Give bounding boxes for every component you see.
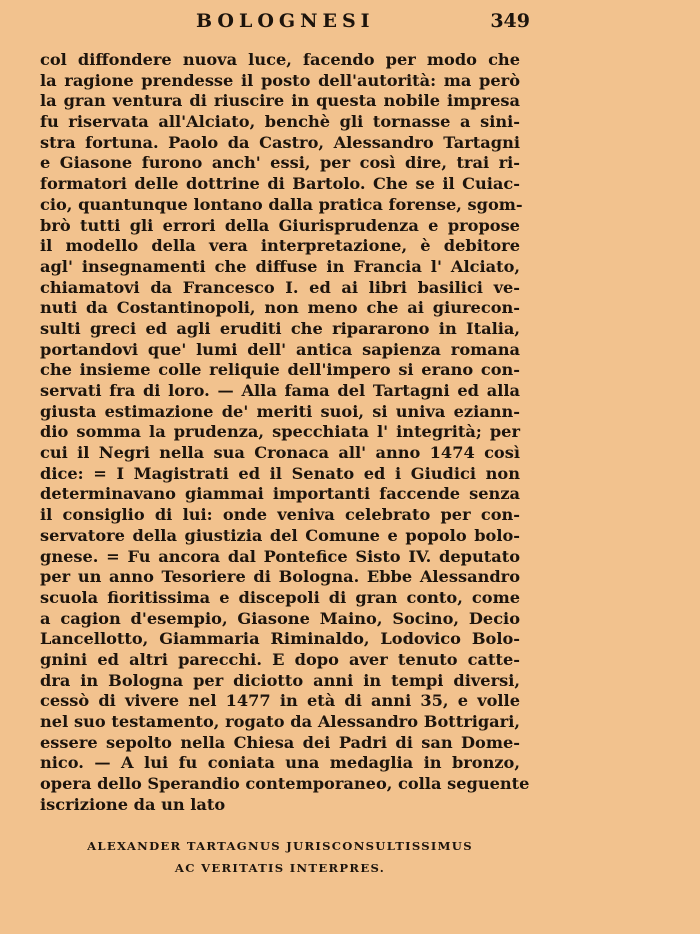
text-line: servatore della giustizia del Comune e popolo bolo-: [40, 525, 520, 545]
text-line: stra fortuna. Paolo da Castro, Alessandro Tartagni: [40, 132, 520, 152]
text-line: nuti da Costantinopoli, non meno che ai giurecon-: [40, 298, 520, 318]
text-line: dra in Bologna per diciotto anni in tempi diversi,: [40, 670, 520, 690]
text-line: determinavano giammai importanti faccende senza: [40, 484, 520, 504]
text-line: opera dello Sperandio contemporaneo, colla seguente: [40, 774, 530, 794]
text-line: iscrizione da un lato: [40, 794, 226, 814]
text-line: portandovi que' lumi dell' antica sapienza romana: [40, 339, 520, 359]
inscription-line: ALEXANDER TARTAGNUS JURISCONSULTISSIMUS: [87, 839, 473, 853]
page-number: 349: [490, 10, 530, 32]
running-title: BOLOGNESI: [196, 10, 375, 32]
text-line: scuola fioritissima e discepoli di gran conto, come: [40, 587, 520, 607]
text-line: cio, quantunque lontano dalla pratica forense, sgom-: [40, 194, 523, 214]
text-line: a cagion d'esempio, Giasone Maino, Socino, Decio: [40, 608, 520, 628]
text-line: nico. — A lui fu coniata una medaglia in bronzo,: [40, 753, 520, 773]
text-line: cessò di vivere nel 1477 in età di anni 35, e volle: [40, 691, 520, 711]
text-line: dio somma la prudenza, specchiata l' integrità; per: [40, 422, 520, 442]
text-line: cui il Negri nella sua Cronaca all' anno 1474 così: [40, 443, 520, 463]
text-line: formatori delle dottrine di Bartolo. Che se il Cuiac-: [40, 174, 520, 194]
text-line: gnini ed altri parecchi. E dopo aver tenuto catte-: [40, 649, 520, 669]
text-line: il consiglio di lui: onde veniva celebrato per con-: [40, 505, 520, 525]
text-line: la gran ventura di riuscire in questa nobile impresa: [40, 91, 520, 111]
medal-inscription: [40, 835, 520, 879]
text-line: giusta estimazione de' meriti suoi, si univa eziann-: [40, 401, 520, 421]
text-line: nel suo testamento, rogato da Alessandro Bottrigari,: [40, 712, 520, 731]
running-head: [60, 10, 530, 38]
text-line: col diffondere nuova luce, facendo per modo che: [40, 50, 520, 69]
text-line: che insieme colle reliquie dell'impero si erano con-: [40, 360, 520, 380]
text-line: gnese. = Fu ancora dal Pontefice Sisto IV. deputato: [40, 546, 520, 566]
text-line: chiamatovi da Francesco I. ed ai libri basilici ve-: [40, 277, 520, 297]
text-line: e Giasone furono anch' essi, per così dire, trai ri-: [40, 153, 520, 173]
text-line: brò tutti gli errori della Giurisprudenza e propose: [40, 215, 520, 235]
text-line: fu riservata all'Alciato, benchè gli tornasse a sini-: [40, 112, 520, 132]
text-line: il modello della vera interpretazione, è debitore: [40, 236, 520, 256]
text-line: la ragione prendesse il posto dell'autorità: ma però: [40, 70, 520, 90]
body-text: [40, 50, 530, 815]
text-line: Lancellotto, Giammaria Riminaldo, Lodovico Bolo-: [40, 629, 520, 649]
text-line: per un anno Tesoriere di Bologna. Ebbe Alessandro: [40, 567, 520, 587]
text-line: essere sepolto nella Chiesa dei Padri di san Dome-: [40, 732, 520, 752]
text-line: dice: = I Magistrati ed il Senato ed i Giudici non: [40, 463, 520, 483]
text-line: agl' insegnamenti che diffuse in Francia l' Alciato,: [40, 256, 520, 276]
text-line: servati fra di loro. — Alla fama del Tartagni ed alla: [40, 381, 520, 400]
inscription-line: AC VERITATIS INTERPRES.: [174, 861, 386, 875]
text-line: sulti greci ed agli eruditi che ripararono in Italia,: [40, 318, 520, 338]
